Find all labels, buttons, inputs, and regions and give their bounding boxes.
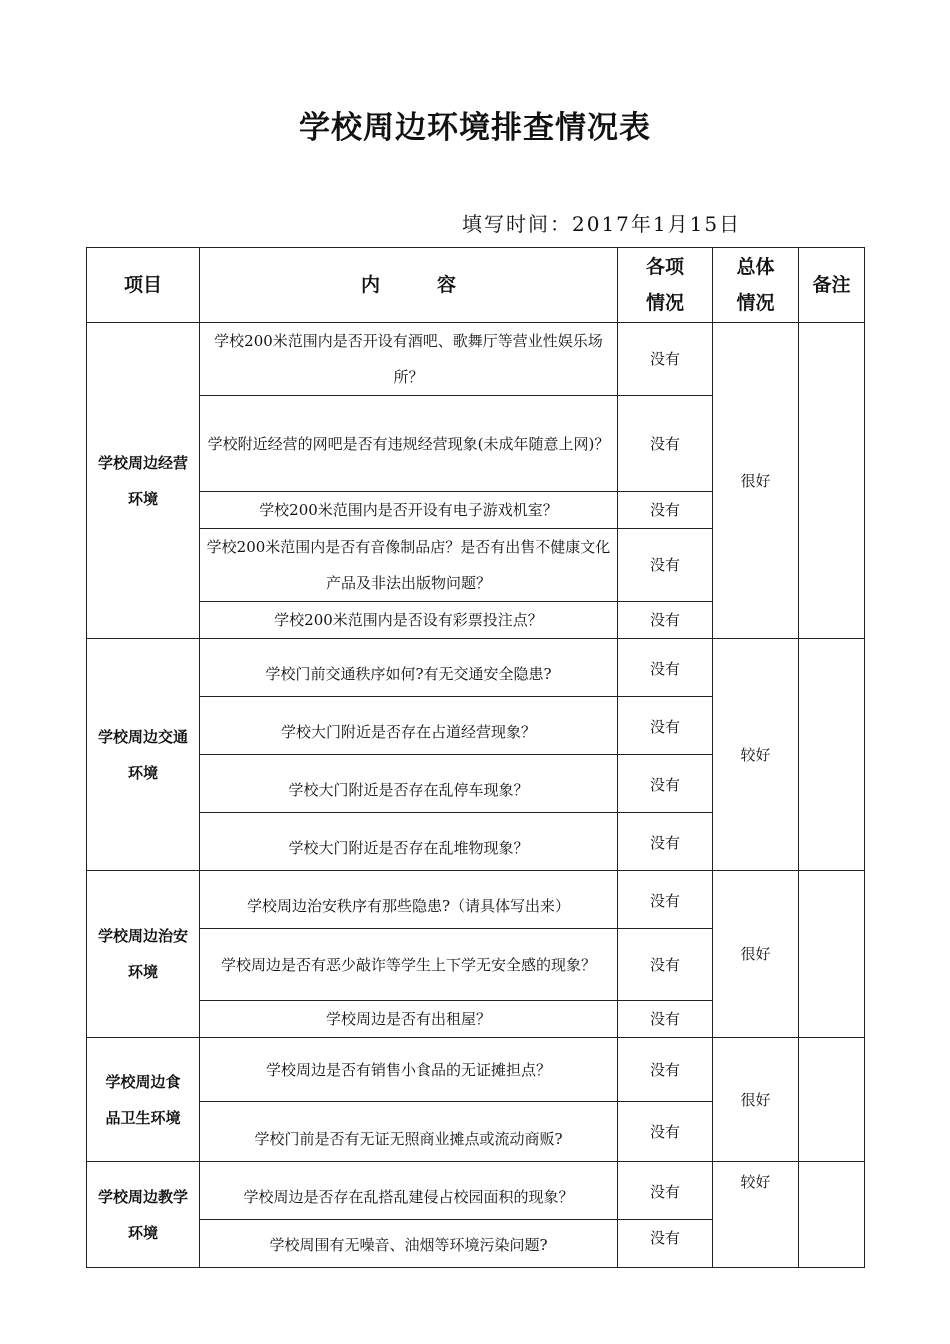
overall-cell: 很好 <box>713 871 799 1038</box>
answer-cell: 没有 <box>618 1001 713 1038</box>
question-cell: 学校门前交通秩序如何?有无交通安全隐患? <box>200 639 618 697</box>
remarks-cell <box>799 871 865 1038</box>
table-row <box>87 871 865 929</box>
answer-cell: 没有 <box>618 1220 713 1268</box>
answer-cell: 没有 <box>618 639 713 697</box>
overall-cell: 较好 <box>713 639 799 871</box>
answer-cell: 没有 <box>618 323 713 396</box>
category-cell: 学校周边教学环境 <box>87 1162 200 1268</box>
question-cell: 学校周围有无噪音、油烟等环境污染问题? <box>200 1220 618 1268</box>
question-cell: 学校周边是否存在乱搭乱建侵占校园面积的现象？ <box>200 1162 618 1220</box>
question-cell: 学校周边治安秩序有那些隐患?（请具体写出来） <box>200 871 618 929</box>
question-cell: 学校门前是否有无证无照商业摊点或流动商贩? <box>200 1102 618 1162</box>
answer-cell: 没有 <box>618 871 713 929</box>
question-cell: 学校大门附近是否存在占道经营现象？ <box>200 697 618 755</box>
question-cell: 学校附近经营的网吧是否有违规经营现象(未成年随意上网)？ <box>200 396 618 492</box>
answer-cell: 没有 <box>618 1162 713 1220</box>
answer-cell: 没有 <box>618 697 713 755</box>
remarks-cell <box>799 639 865 871</box>
question-cell: 学校大门附近是否存在乱堆物现象？ <box>200 813 618 871</box>
header-item: 项目 <box>87 248 200 323</box>
question-cell: 学校200米范围内是否有音像制品店？是否有出售不健康文化产品及非法出版物问题？ <box>200 529 618 602</box>
answer-cell: 没有 <box>618 396 713 492</box>
table-row <box>87 323 865 396</box>
remarks-cell <box>799 323 865 639</box>
category-cell: 学校周边食品卫生环境 <box>87 1038 200 1162</box>
header-remarks: 备注 <box>799 248 865 323</box>
question-cell: 学校大门附近是否存在乱停车现象？ <box>200 755 618 813</box>
category-cell: 学校周边治安环境 <box>87 871 200 1038</box>
header-overall-status: 总体情况 <box>713 248 799 323</box>
remarks-cell <box>799 1038 865 1162</box>
answer-cell: 没有 <box>618 755 713 813</box>
category-cell: 学校周边交通环境 <box>87 639 200 871</box>
overall-cell: 较好 <box>713 1162 799 1268</box>
answer-cell: 没有 <box>618 602 713 639</box>
table-row <box>87 1162 865 1220</box>
fill-date: 填写时间：2017年1月15日 <box>462 212 742 236</box>
remarks-cell <box>799 1162 865 1268</box>
survey-table <box>86 247 865 1268</box>
answer-cell: 没有 <box>618 1102 713 1162</box>
page-title: 学校周边环境排查情况表 <box>299 110 651 146</box>
answer-cell: 没有 <box>618 929 713 1001</box>
header-content: 内 容 <box>200 248 618 323</box>
overall-cell: 很好 <box>713 1038 799 1162</box>
question-cell: 学校200米范围内是否开设有电子游戏机室？ <box>200 492 618 529</box>
table-row <box>87 639 865 697</box>
table-row <box>87 1038 865 1102</box>
answer-cell: 没有 <box>618 529 713 602</box>
question-cell: 学校周边是否有出租屋？ <box>200 1001 618 1038</box>
category-cell: 学校周边经营环境 <box>87 323 200 639</box>
question-cell: 学校200米范围内是否开设有酒吧、歌舞厅等营业性娱乐场所？ <box>200 323 618 396</box>
question-cell: 学校200米范围内是否设有彩票投注点？ <box>200 602 618 639</box>
question-cell: 学校周边是否有销售小食品的无证摊担点？ <box>200 1038 618 1102</box>
overall-cell: 很好 <box>713 323 799 639</box>
answer-cell: 没有 <box>618 1038 713 1102</box>
header-each-status: 各项情况 <box>618 248 713 323</box>
answer-cell: 没有 <box>618 813 713 871</box>
header-row <box>87 248 865 323</box>
answer-cell: 没有 <box>618 492 713 529</box>
question-cell: 学校周边是否有恶少敲诈等学生上下学无安全感的现象？ <box>200 929 618 1001</box>
